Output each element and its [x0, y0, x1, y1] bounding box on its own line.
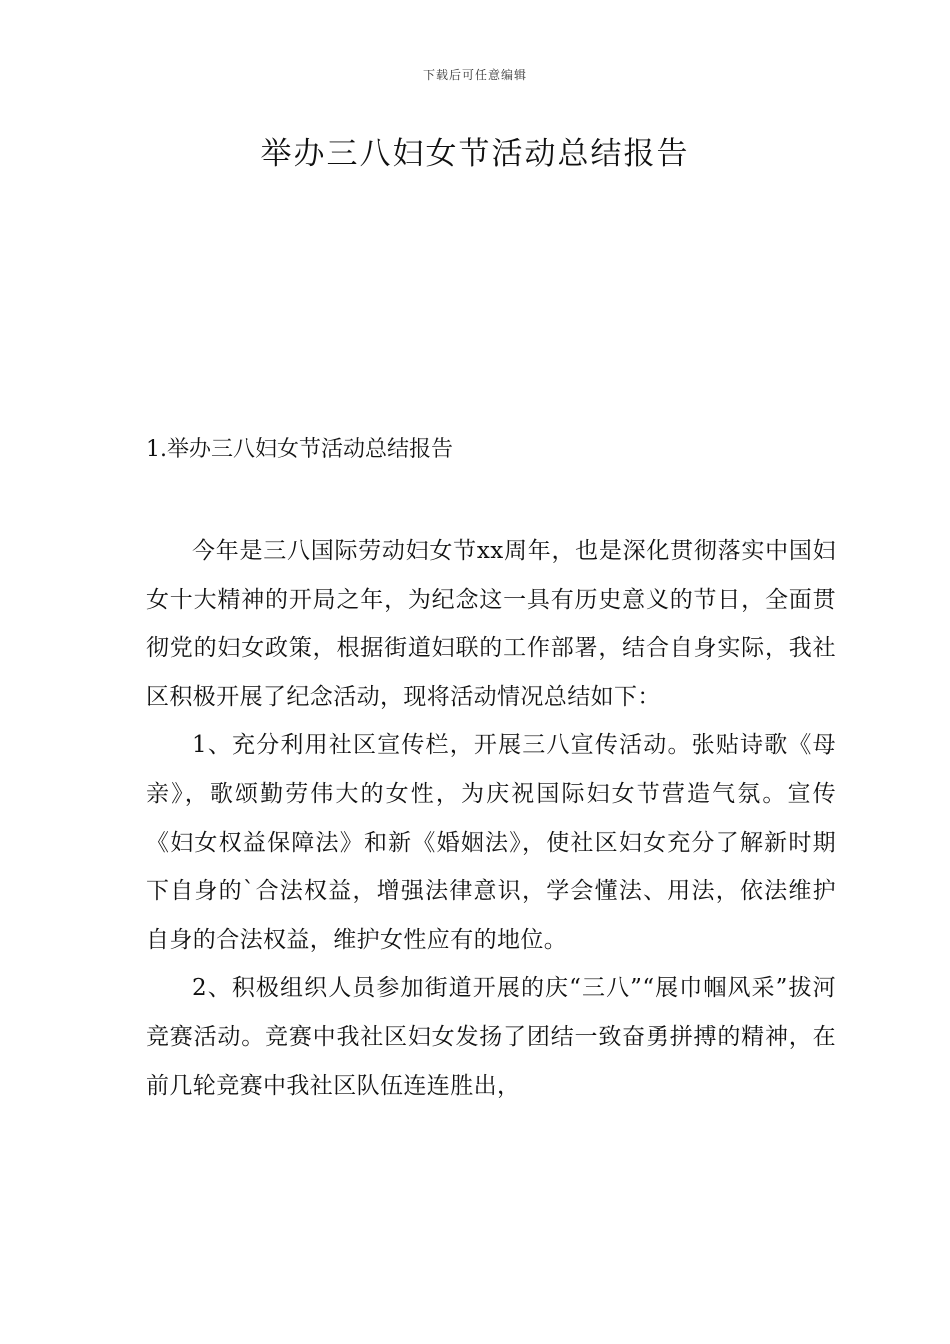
paragraph-item-1: 1、充分利用社区宣传栏，开展三八宣传活动。张贴诗歌《母亲》，歌颂勤劳伟大的女性，为庆祝国际妇女节营造气氛。宣传《妇女权益保障法》和新《婚姻法》，使社区妇女充分了解新时期下自身的`合法权益，增强法律意识，学会懂法、用法，依法维护自身的合法权益，维护女性应有的地位。 — [146, 732, 836, 953]
document-title: 举办三八妇女节活动总结报告 — [260, 136, 690, 172]
body-text — [146, 527, 836, 1110]
paragraph-item-2: 2、积极组织人员参加街道开展的庆“三八”“展巾帼风采”拔河竞赛活动。竞赛中我社区妇女发扬了团结一致奋勇拼搏的精神，在前几轮竞赛中我社区队伍连连胜出， — [146, 975, 836, 1099]
section-heading: 1.举办三八妇女节活动总结报告 — [146, 437, 453, 462]
header-note: 下载后可任意编辑 — [422, 68, 527, 82]
paragraph-intro: 今年是三八国际劳动妇女节xx周年，也是深化贯彻落实中国妇女十大精神的开局之年，为纪念这一具有历史意义的节日，全面贯彻党的妇女政策，根据街道妇联的工作部署，结合自身实际，我社区积极开展了纪念活动，现将活动情况总结如下： — [146, 538, 836, 710]
